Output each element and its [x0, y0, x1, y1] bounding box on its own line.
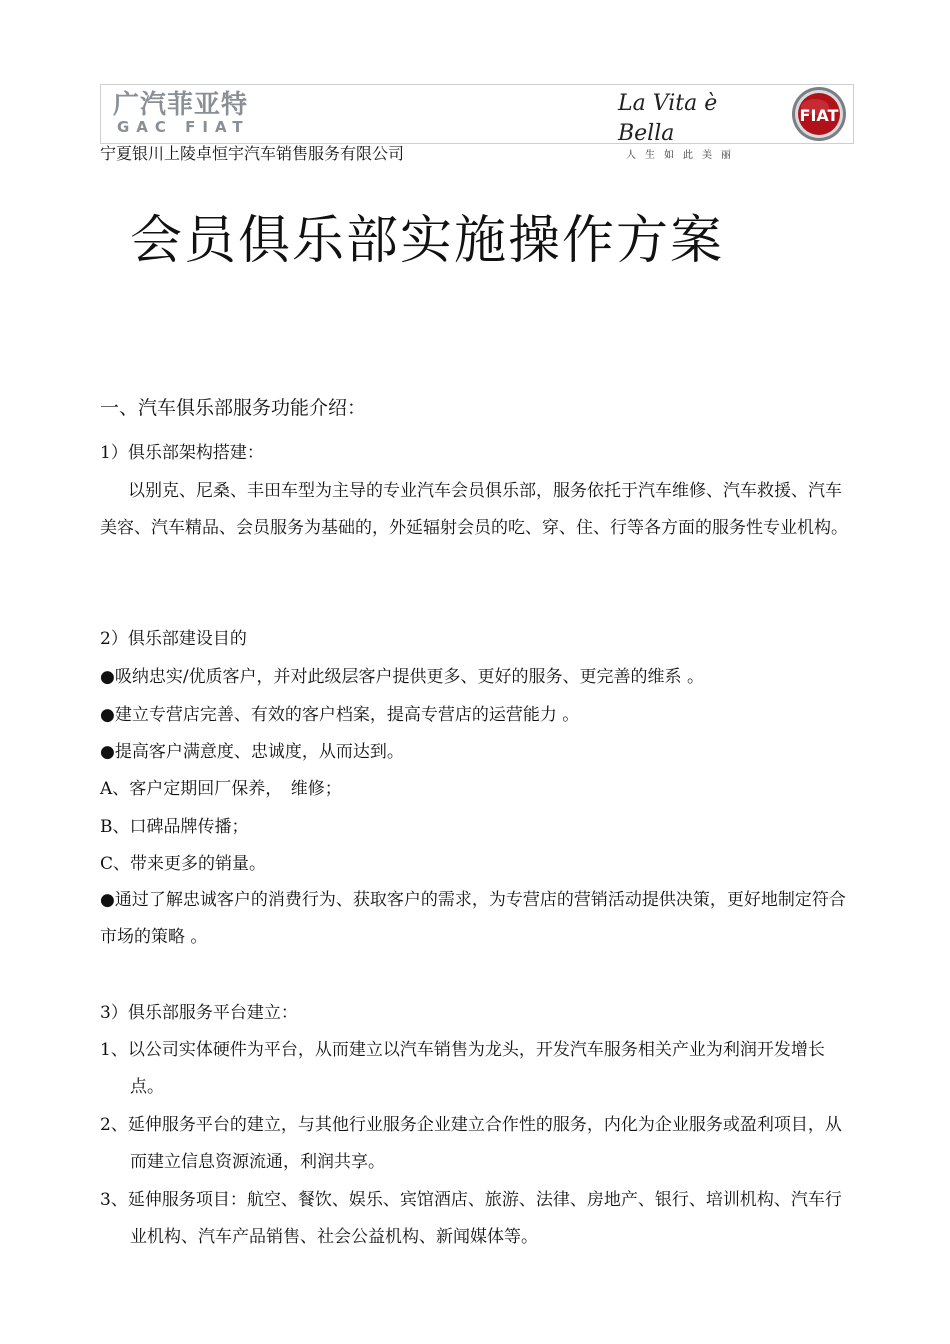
company-name: 宁夏银川上陵卓恒宇汽车销售服务有限公司 — [100, 144, 405, 163]
bullet-item: ●建立专营店完善、有效的客户档案，提高专营店的运营能力 。 — [100, 705, 580, 725]
list-item-c: C、带来更多的销量。 — [100, 854, 267, 874]
numbered-item: 1、以公司实体硬件为平台，从而建立以汽车销售为龙头，开发汽车服务相关产业为利润开发增长点。 — [100, 1040, 825, 1097]
list-item-a: A、客户定期回厂保养， 维修； — [100, 779, 342, 799]
fiat-badge-text: FIAT — [799, 106, 839, 125]
bullet-item: ●提高客户满意度、忠诚度，从而达到。 — [100, 742, 404, 762]
bullet-item: ●吸纳忠实/优质客户，并对此级层客户提供更多、更好的服务、更完善的维系 。 — [100, 667, 704, 687]
slogan-script: La Vita è Bella — [618, 91, 718, 146]
subheading-architecture: 1）俱乐部架构搭建： — [100, 443, 264, 463]
list-item-b: B、口碑品牌传播； — [100, 817, 249, 837]
fiat-badge-icon — [789, 85, 849, 143]
paragraph-architecture: 以别克、尼桑、丰田车型为主导的专业汽车会员俱乐部，服务依托于汽车维修、汽车救援、汽车美容、汽车精品、会员服务为基础的，外延辐射会员的吃、穿、住、行等各方面的服务性专业机构。 — [100, 481, 848, 538]
slogan-cn: 人生如此美丽 — [626, 150, 740, 161]
section-heading: 一、汽车俱乐部服务功能介绍： — [100, 397, 367, 419]
brand-name-cn: 广汽菲亚特 — [113, 90, 249, 120]
subheading-platform: 3）俱乐部服务平台建立： — [100, 1003, 298, 1023]
gac-fiat-logo — [113, 91, 273, 135]
bullet-item: ●通过了解忠诚客户的消费行为、获取客户的需求，为专营店的营销活动提供决策，更好地制定符合市场的策略 。 — [100, 890, 846, 947]
subheading-purpose: 2）俱乐部建设目的 — [100, 629, 247, 649]
brand-name-en: GAC FIAT — [117, 118, 250, 136]
numbered-item: 2、延伸服务平台的建立，与其他行业服务企业建立合作性的服务，内化为企业服务或盈利项目，从而建立信息资源流通，利润共享。 — [100, 1115, 842, 1172]
document-title: 会员俱乐部实施操作方案 — [130, 211, 725, 271]
slogan-logo — [618, 89, 778, 163]
numbered-item: 3、延伸服务项目：航空、餐饮、娱乐、宾馆酒店、旅游、法律、房地产、银行、培训机构、汽车行业机构、汽车产品销售、社会公益机构、新闻媒体等。 — [100, 1190, 842, 1247]
